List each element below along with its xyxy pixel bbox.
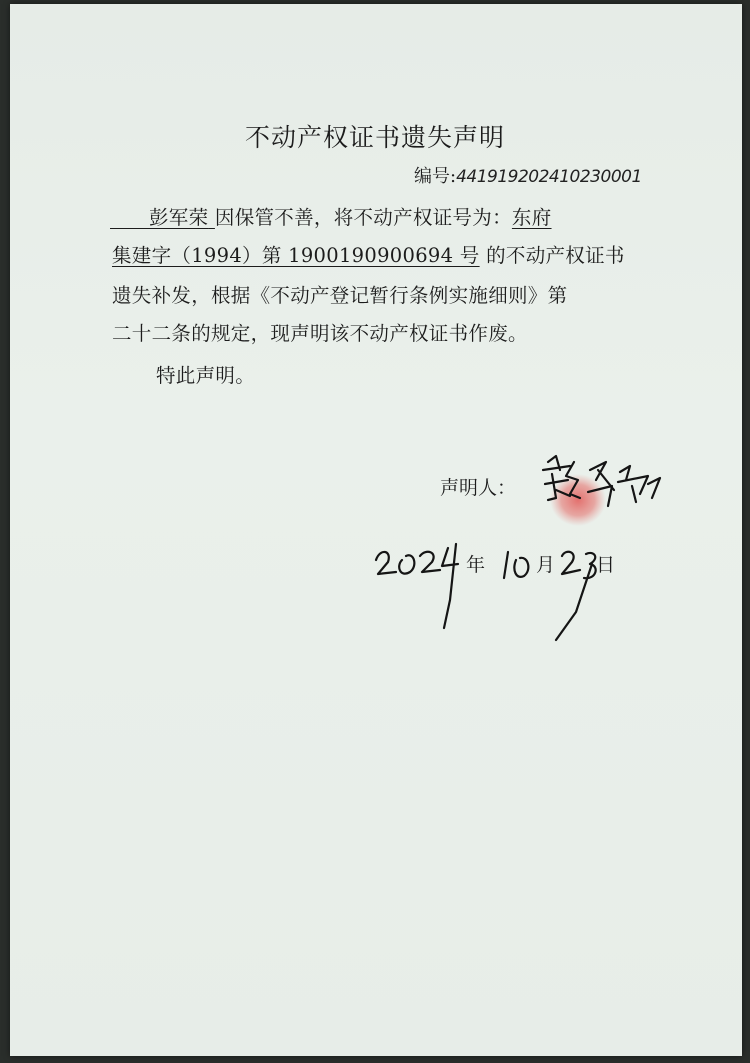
- date-month-unit: 月: [536, 554, 556, 576]
- body-text-2: 的不动产权证书: [486, 244, 625, 267]
- date-year-unit: 年: [466, 554, 486, 576]
- document-title: 不动产权证书遗失声明: [244, 123, 505, 152]
- serial-label: 编号:: [414, 166, 457, 187]
- closing-statement: 特此声明。: [156, 364, 256, 387]
- body-line-3: 遗失补发，根据《不动产登记暂行条例实施细则》第: [112, 284, 568, 307]
- declarant-label: 声明人：: [440, 477, 517, 499]
- declarant-name: 彭军荣: [149, 206, 209, 229]
- serial-value: 441919202410230001: [456, 167, 642, 187]
- date-day-digits: [556, 552, 596, 640]
- certificate-number-part2: 集建字（1994）第 1900190900694 号: [112, 244, 480, 267]
- body-line-4: 二十二条的规定，现声明该不动产权证书作废。: [112, 322, 528, 345]
- date-month-digits: [504, 552, 528, 578]
- date-year-digits: [376, 544, 458, 628]
- certificate-number-part1: 东府: [511, 206, 552, 229]
- date-day-unit: 日: [596, 554, 616, 576]
- body-text-1: 因保管不善，将不动产权证号为：: [214, 206, 512, 229]
